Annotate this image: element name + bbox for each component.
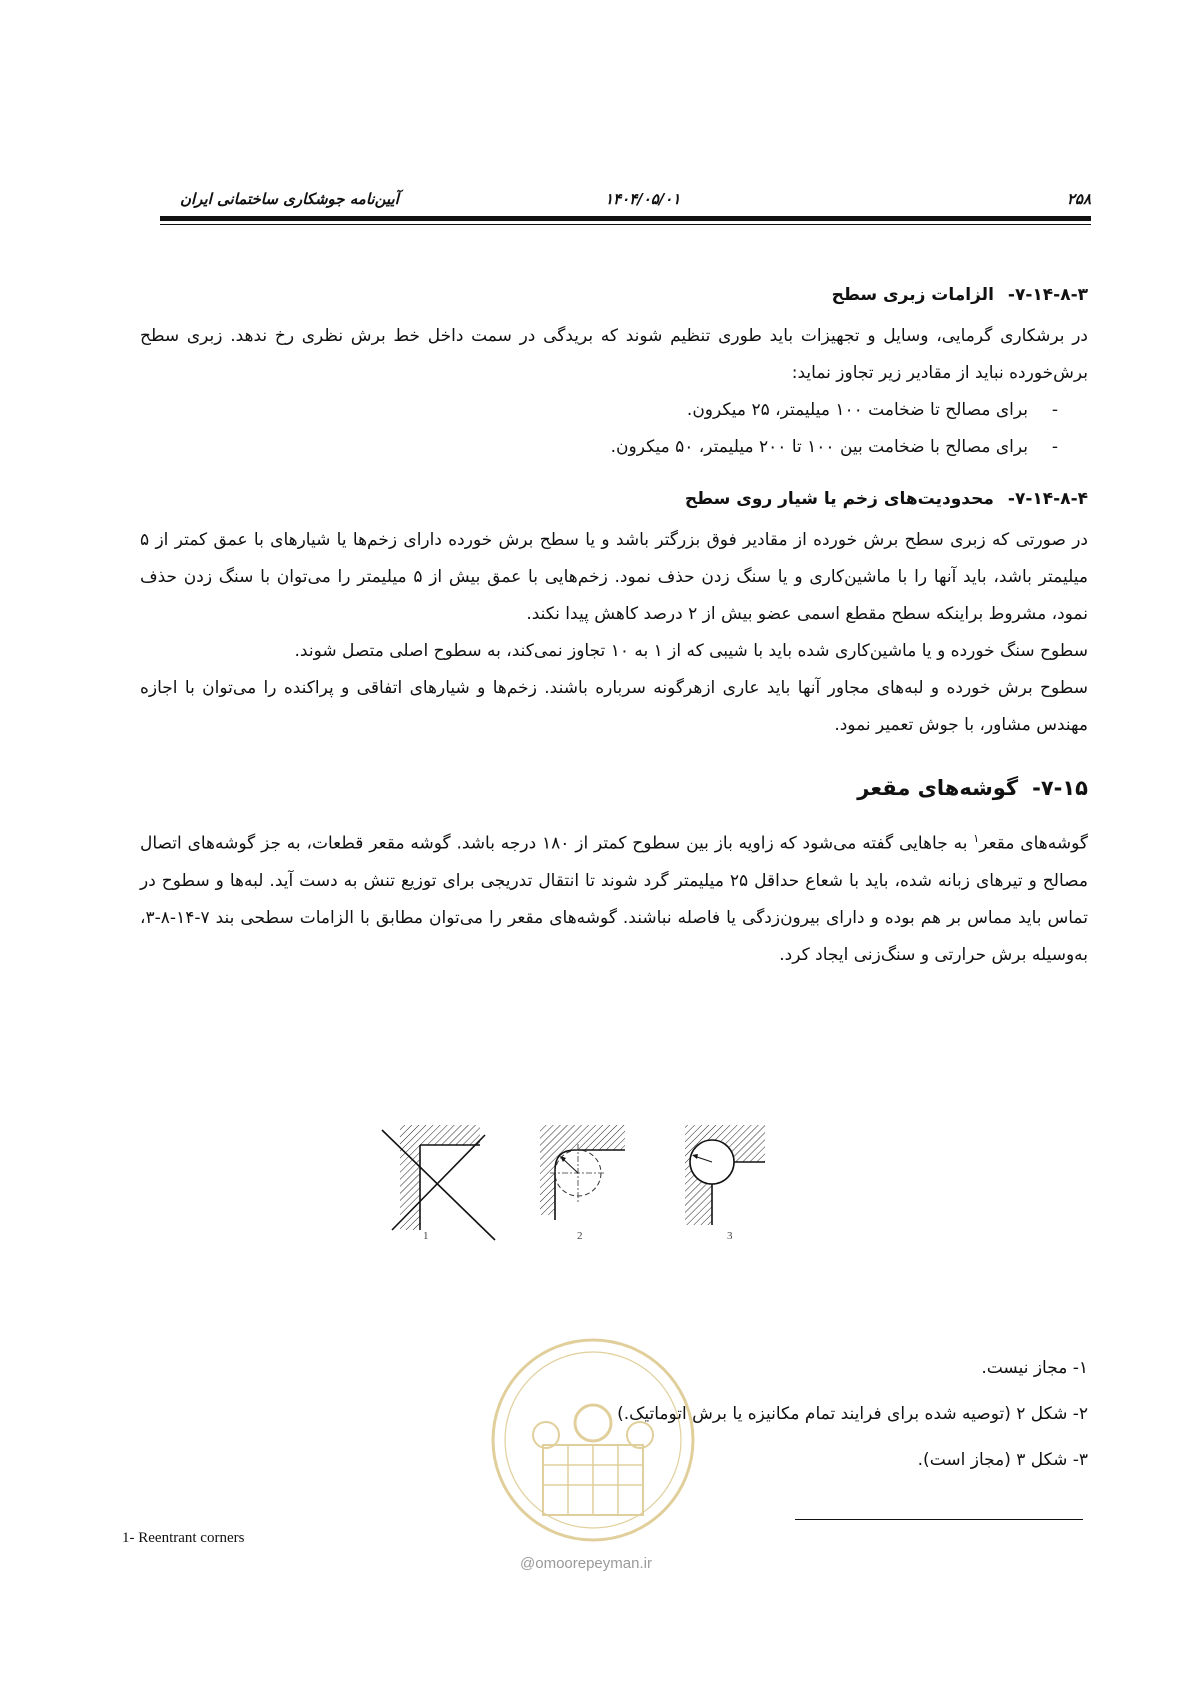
paragraph: سطوح برش خورده و لبه‌های مجاور آنها باید عاری ازهرگونه سرباره باشند. زخم‌ها و شیارهای اتفاقی و پراکنده را می‌توان با اجازه مهندس مشاور، با جوش تعمیر نمود. bbox=[140, 678, 1088, 735]
paragraph: در صورتی که زبری سطح برش خورده از مقادیر فوق بزرگتر باشد و یا سطح برش خورده دارای زخم‌ها یا شیارهای با عمق کمتر از ۵ میلیمتر باشد، باید آنها را با ماشین‌کاری و یا سنگ زدن حذف نمود. زخم‌هایی با عمق بیش از ۵ میلیمتر را می‌توان با سنگ زدن حذف نمود، مشروط براینکه سطح مقطع اسمی عضو بیش از ۲ درصد کاهش پیدا نکند. bbox=[140, 530, 1088, 624]
paragraph-text: به جاهایی گفته می‌شود که زاویه باز بین سطوح کمتر از ۱۸۰ درجه باشد. گوشه مقعر قطعات، به جز گوشه‌های اتصال مصالح و تیرهای زبانه شده، باید با شعاع حداقل ۲۵ میلیمتر گرد شوند تا انتقال تدریجی برای توزیع تنش به دست آید. لبه‌ها و سطوح در تماس باید مماس بر هم بوده و دارای بیرون‌زدگی یا فاصله نباشند. گوشه‌های مقعر را می‌توان مطابق با الزامات سطحی بند ۷-۱۴-۸-۳، به‌وسیله برش حرارتی و سنگ‌زنی ایجاد کرد. bbox=[140, 833, 1088, 965]
footnote-rule bbox=[795, 1519, 1083, 1520]
figure-label-1: 1 bbox=[423, 1230, 429, 1242]
note-item: ۱- مجاز نیست. bbox=[981, 1358, 1088, 1378]
diagram-3-circular-corner bbox=[685, 1125, 765, 1225]
section-title: گوشه‌های مقعر bbox=[857, 776, 1019, 800]
section-number: ۷-۱۵- bbox=[1032, 776, 1088, 800]
list-item: -برای مصالح تا ضخامت ۱۰۰ میلیمتر، ۲۵ میکرون. bbox=[686, 400, 1058, 420]
header-rule-thick bbox=[160, 216, 1091, 221]
section-title: الزامات زبری سطح bbox=[831, 285, 994, 305]
corner-diagrams bbox=[380, 1100, 840, 1340]
header-title: آیین‌نامه جوشکاری ساختمانی ایران bbox=[180, 190, 399, 208]
page-header bbox=[160, 190, 1091, 214]
header-rule-thin bbox=[160, 224, 1091, 225]
footnote: 1- Reentrant corners bbox=[122, 1530, 245, 1546]
diagram-1-sharp-corner bbox=[382, 1125, 495, 1240]
note-item: ۳- شکل ۳ (مجاز است). bbox=[917, 1450, 1088, 1470]
main-content bbox=[140, 280, 1088, 974]
section-title: محدودیت‌های زخم یا شیار روی سطح bbox=[684, 489, 994, 509]
reentrant-corner-figure bbox=[380, 1100, 840, 1340]
diagram-2-rounded-corner bbox=[540, 1125, 625, 1220]
figure-label-3: 3 bbox=[727, 1230, 733, 1242]
bullet-list bbox=[140, 392, 1088, 466]
footnote-marker: ۱ bbox=[973, 832, 980, 845]
section-heading-7-14-8-4 bbox=[140, 484, 1088, 514]
section-heading-7-14-8-3 bbox=[140, 280, 1088, 310]
list-item: -برای مصالح با ضخامت بین ۱۰۰ تا ۲۰۰ میلیمتر، ۵۰ میکرون. bbox=[610, 437, 1058, 457]
paragraph: در برشکاری گرمایی، وسایل و تجهیزات باید طوری تنظیم شوند که بریدگی در سمت داخل خط برش نظری رخ ندهد. زبری سطح برش‌خورده نباید از مقادیر زیر تجاوز نماید: bbox=[140, 326, 1088, 383]
section-heading-7-15 bbox=[140, 770, 1088, 806]
section-number: ۷-۱۴-۸-۳- bbox=[1007, 285, 1088, 305]
paragraph: سطوح سنگ خورده و یا ماشین‌کاری شده باید با شیبی که از ۱ به ۱۰ تجاوز نمی‌کند، به سطوح اصلی متصل شوند. bbox=[294, 641, 1088, 661]
list-item-text: برای مصالح با ضخامت بین ۱۰۰ تا ۲۰۰ میلیمتر، ۵۰ میکرون. bbox=[610, 437, 1028, 457]
paragraph bbox=[140, 820, 1088, 974]
figure-label-2: 2 bbox=[577, 1230, 583, 1242]
header-date: ۱۴۰۴/۰۵/۰۱ bbox=[605, 190, 681, 208]
section-number: ۷-۱۴-۸-۴- bbox=[1007, 489, 1088, 509]
list-item-text: برای مصالح تا ضخامت ۱۰۰ میلیمتر، ۲۵ میکرون. bbox=[686, 400, 1028, 420]
page-number: ۲۵۸ bbox=[1066, 190, 1091, 208]
note-item: ۲- شکل ۲ (توصیه شده برای فرایند تمام مکانیزه یا برش اتوماتیک.) bbox=[617, 1404, 1088, 1424]
paragraph-text: گوشه‌های مقعر bbox=[979, 833, 1088, 854]
watermark-logo bbox=[488, 1335, 698, 1545]
watermark-url: @omoorepeyman.ir bbox=[520, 1555, 652, 1572]
